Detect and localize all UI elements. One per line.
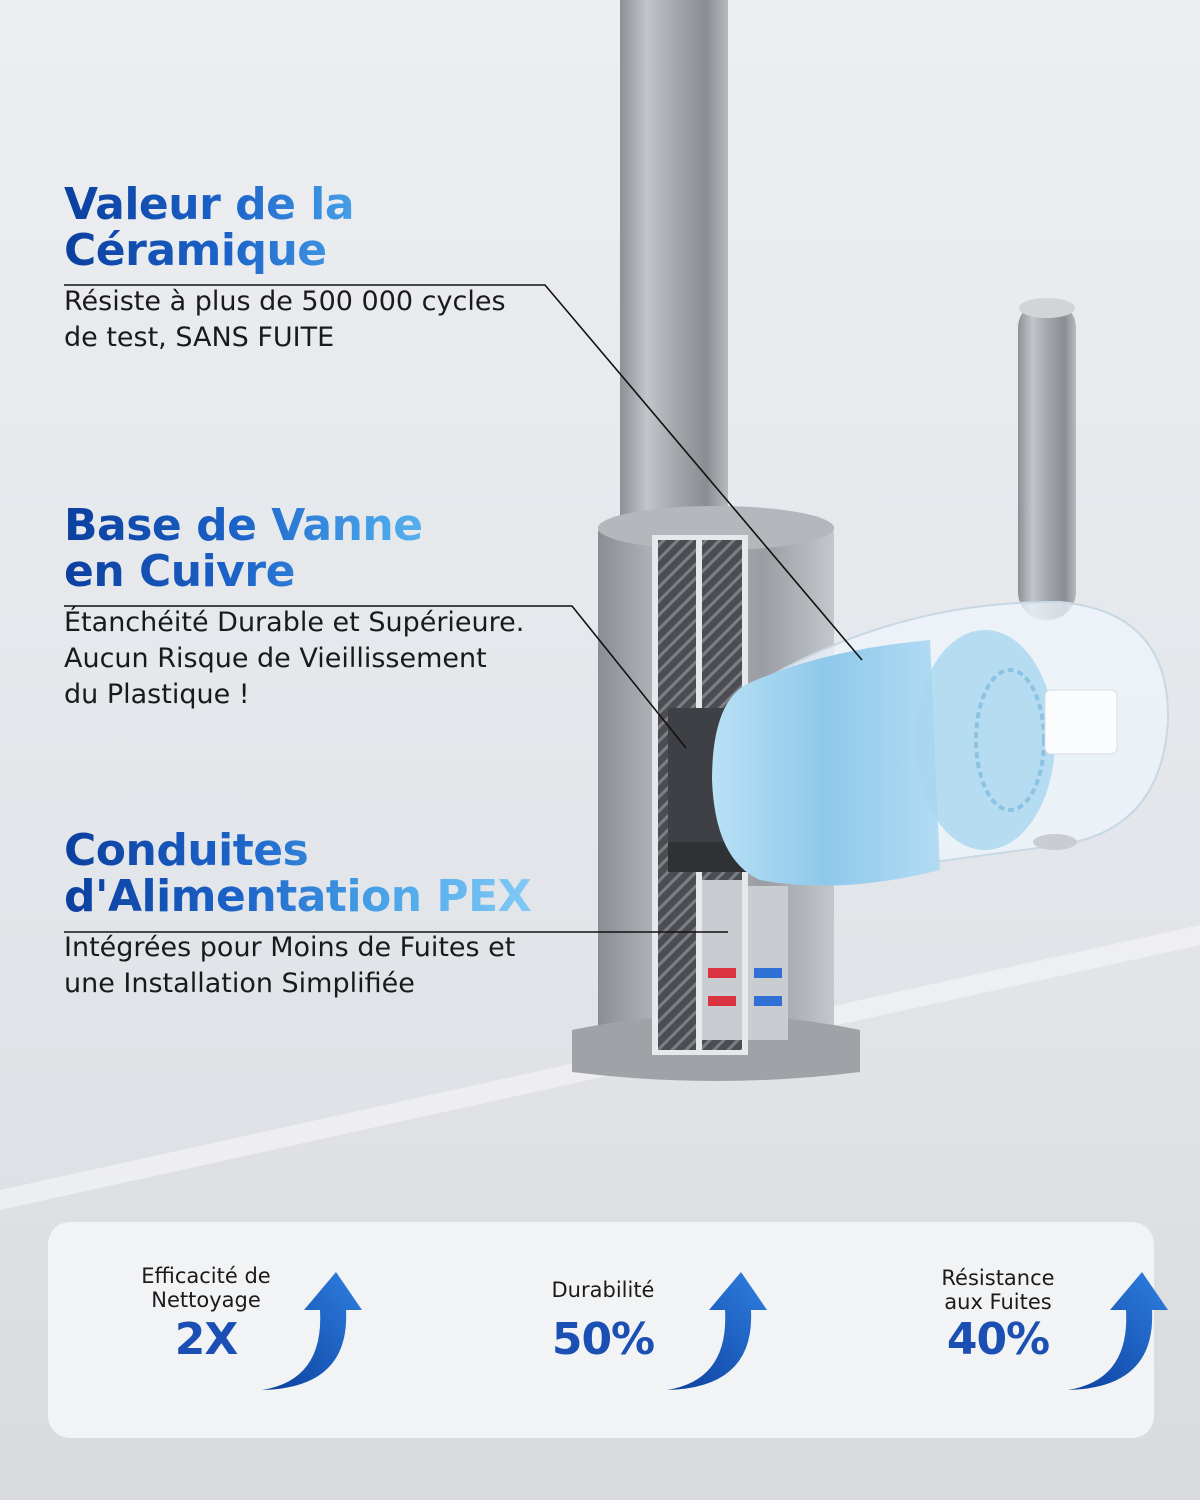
stat-durability [493,1222,793,1438]
feature-description: Résiste à plus de 500 000 cycles de test, SANS FUITE [64,286,506,353]
feature-description: Intégrées pour Moins de Fuites et une Installation Simplifiée [64,932,516,999]
supply-pipe-cold [748,886,788,1040]
stats-panel [48,1222,1154,1438]
stat-value: 2X [174,1314,238,1365]
feature-copper-valve-base [64,500,564,713]
valve-stem [1045,690,1117,754]
feature-title: Conduites d'Alimentation PEX [64,828,564,920]
stat-label: Durabilité [551,1278,655,1302]
stat-value: 50% [551,1314,655,1365]
up-arrow-icon [659,1270,769,1400]
spout-pipe [620,0,728,560]
feature-title: Valeur de la Céramique [64,182,534,274]
stat-leak-resistance [888,1222,1188,1438]
stat-value: 40% [946,1314,1050,1365]
up-arrow-icon [254,1270,364,1400]
feature-description: Étanchéité Durable et Supérieure. Aucun Risque de Vieillissement du Plastique ! [64,607,525,710]
handle-lever [1018,300,1076,620]
stat-cleaning-efficiency [96,1222,396,1438]
up-arrow-icon [1060,1270,1170,1400]
stat-label: Efficacité de Nettoyage [141,1264,271,1312]
feature-ceramic [64,179,534,356]
supply-pipe-hot [702,880,742,1040]
feature-pex-supply-lines [64,825,564,1002]
feature-title: Base de Vanne en Cuivre [64,503,564,595]
stat-label: Résistance aux Fuites [941,1266,1055,1314]
